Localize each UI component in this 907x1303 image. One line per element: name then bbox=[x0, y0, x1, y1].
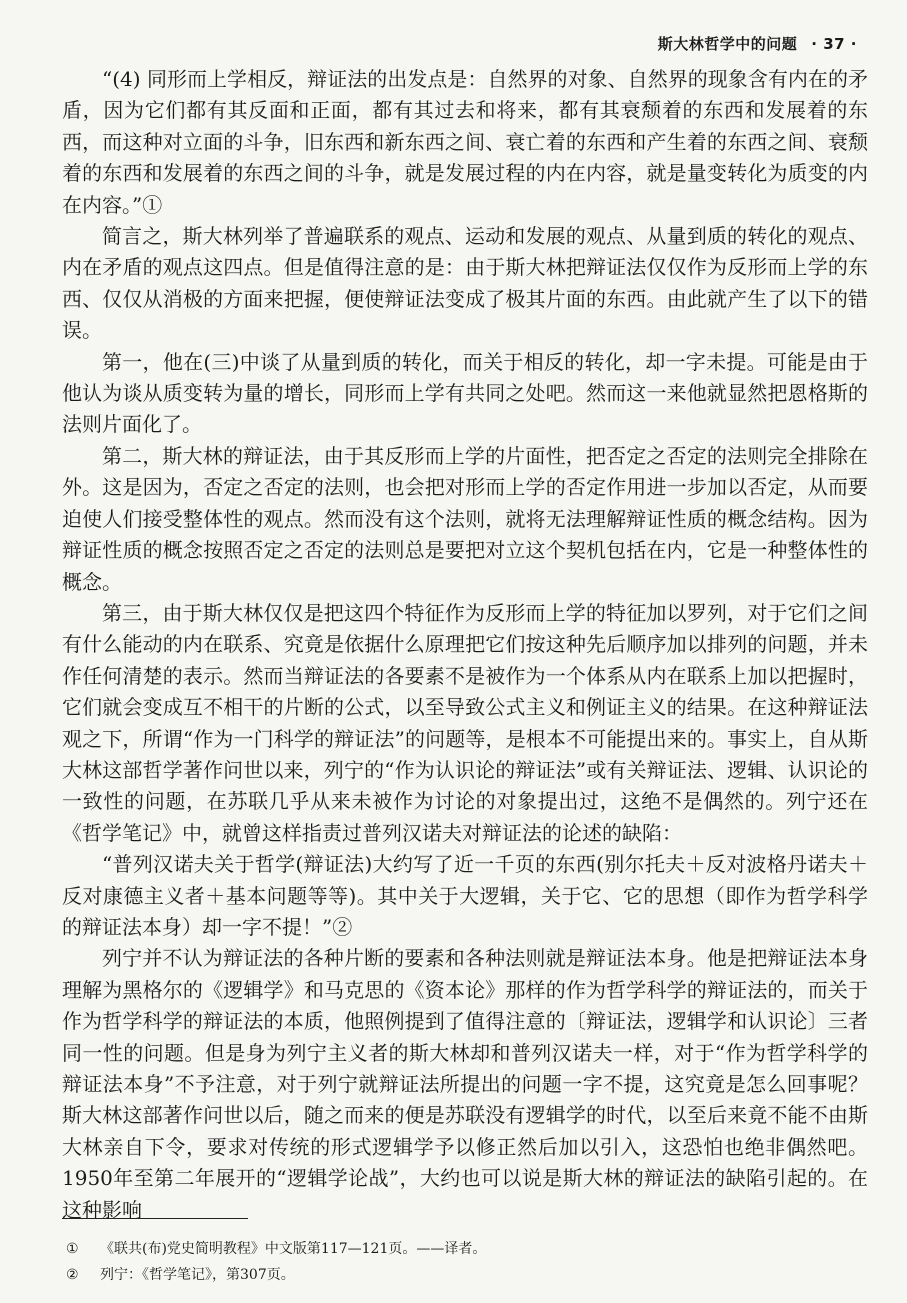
paragraph-first: 第一，他在(三)中谈了从量到质的转化，而关于相反的转化，却一字未提。可能是由于他认为谈从质变转为量的增长，同形而上学有共同之处吧。然而这一来他就显然把恩格斯的法则片面化了。 bbox=[62, 349, 868, 437]
footnote-mark: ② bbox=[66, 1267, 79, 1283]
paragraph-quote-lenin: “普列汉诺夫关于哲学(辩证法)大约写了近一千页的东西(别尔托夫＋反对波格丹诺夫＋反对康德主义者＋基本问题等等)。其中关于大逻辑，关于它、它的思想（即作为哲学科学的辩证法本身）却一字不提！”② bbox=[62, 852, 868, 939]
running-head-title: 斯大林哲学中的问题 bbox=[657, 35, 798, 53]
body-text bbox=[62, 64, 868, 1226]
footnotes bbox=[66, 1236, 846, 1288]
paragraph-second: 第二，斯大林的辩证法，由于其反形而上学的片面性，把否定之否定的法则完全排除在外。这是因为，否定之否定的法则，也会把对形而上学的否定作用进一步加以否定，从而要迫使人们接受整体性的观点。然而没有这个法则，就将无法理解辩证性质的概念结构。因为辩证性质的概念按照否定之否定的法则总是要把对立这个契机包括在内，它是一种整体性的概念。 bbox=[62, 443, 868, 594]
footnote-divider bbox=[62, 1218, 248, 1219]
footnote-text: 列宁：《哲学笔记》，第307页。 bbox=[100, 1267, 295, 1283]
paragraph-summary: 简言之，斯大林列举了普遍联系的观点、运动和发展的观点、从量到质的转化的观点、内在矛盾的观点这四点。但是值得注意的是：由于斯大林把辩证法仅仅作为反形而上学的东西、仅仅从消极的方面来把握，便使辩证法变成了极其片面的东西。由此就产生了以下的错误。 bbox=[62, 224, 868, 343]
paragraph-quote-stalin: “(4) 同形而上学相反，辩证法的出发点是：自然界的对象、自然界的现象含有内在的矛盾，因为它们都有其反面和正面，都有其过去和将来，都有其衰颓着的东西和发展着的东西，而这种对立面的斗争，旧东西和新东西之间、衰亡着的东西和产生着的东西之间、衰颓着的东西和发展着的东西之间的斗争，就是发展过程的内在内容，就是量变转化为质变的内在内容。”① bbox=[62, 67, 868, 217]
footnote-mark: ① bbox=[66, 1241, 79, 1257]
footnote-text: 《联共(布)党史简明教程》中文版第117—121页。——译者。 bbox=[100, 1241, 487, 1257]
page-number: · 37 · bbox=[811, 35, 857, 53]
paragraph-third: 第三，由于斯大林仅仅是把这四个特征作为反形而上学的特征加以罗列，对于它们之间有什么能动的内在联系、究竟是依据什么原理把它们按这种先后顺序加以排列的问题，并未作任何清楚的表示。然而当辩证法的各要素不是被作为一个体系从内在联系上加以把握时，它们就会变成互不相干的片断的公式，以至导致公式主义和例证主义的结果。在这种辩证法观之下，所谓“作为一门科学的辩证法”的问题等，是根本不可能提出来的。事实上，自从斯大林这部哲学著作问世以来，列宁的“作为认识论的辩证法”或有关辩证法、逻辑、认识论的一致性的问题，在苏联几乎从来未被作为讨论的对象提出过，这绝不是偶然的。列宁还在《哲学笔记》中，就曾这样指责过普列汉诺夫对辩证法的论述的缺陷： bbox=[62, 600, 868, 845]
paragraph-lenin-dialectics: 列宁并不认为辩证法的各种片断的要素和各种法则就是辩证法本身。他是把辩证法本身理解为黑格尔的《逻辑学》和马克思的《资本论》那样的作为哲学科学的辩证法的，而关于作为哲学科学的辩证法的本质，他照例提到了值得注意的〔辩证法，逻辑学和认识论〕三者同一性的问题。但是身为列宁主义者的斯大林却和普列汉诺夫一样，对于“作为哲学科学的辩证法本身”不予注意，对于列宁就辩证法所提出的问题一字不提，这究竟是怎么回事呢？斯大林这部著作问世以后，随之而来的便是苏联没有逻辑学的时代，以至后来竟不能不由斯大林亲自下令，要求对传统的形式逻辑学予以修正然后加以引入，这恐怕也绝非偶然吧。1950年至第二年展开的“逻辑学论战”，大约也可以说是斯大林的辩证法的缺陷引起的。在这种影响 bbox=[62, 946, 868, 1222]
running-head bbox=[658, 33, 857, 54]
footnote-1 bbox=[66, 1236, 846, 1262]
footnote-2 bbox=[66, 1262, 846, 1288]
